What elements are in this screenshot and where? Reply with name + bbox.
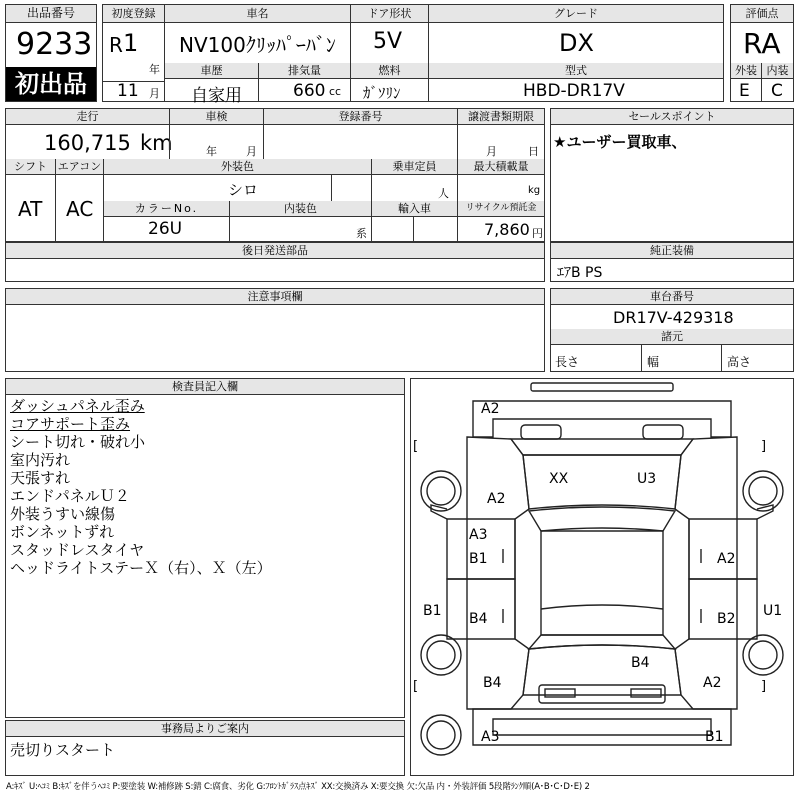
history-value: 自家用 <box>191 86 242 106</box>
genuine-equip-box <box>550 242 794 282</box>
damage-code-left-front-door: B1 <box>469 551 488 567</box>
damage-code-right-side: U1 <box>763 603 783 619</box>
recycle-value: 7,860 <box>484 220 530 239</box>
damage-code-left-front-fender: A2 <box>487 491 506 507</box>
door-header: ドア形状 <box>351 5 429 23</box>
model-header: 型式 <box>429 63 723 79</box>
interior-grade-header: 内装 <box>762 63 793 79</box>
damage-code-left-front-door-top: A3 <box>469 527 488 543</box>
inspector-line: ヘッドライトステーＸ（右）、Ｘ（左） <box>10 559 272 577</box>
office-box <box>5 720 405 776</box>
fuel-header: 燃料 <box>351 63 429 79</box>
damage-code-right-front-door: A2 <box>717 551 736 567</box>
chassis-value: DR17V-429318 <box>613 308 734 327</box>
first-reg-year: 1 <box>123 29 139 57</box>
lot-box <box>5 4 97 102</box>
displacement-value: 660 <box>293 81 326 101</box>
damage-code-hood-left: XX <box>549 471 569 487</box>
inspector-line: 室内汚れ <box>10 451 71 469</box>
office-header: 事務局よりご案内 <box>6 721 404 737</box>
damage-code-rear-right: B1 <box>705 729 724 745</box>
damage-code-roof-rear: B4 <box>631 655 650 671</box>
bracket-left-top: [ <box>413 439 419 454</box>
chassis-header: 車台番号 <box>551 289 793 305</box>
first-reg-header: 初度登録 <box>103 5 165 23</box>
inspector-line: 天張すれ <box>10 469 71 487</box>
score-header: 評価点 <box>731 5 793 23</box>
grade-value: DX <box>559 29 594 57</box>
recycle-header: リサイクル預託金 <box>458 201 544 217</box>
later-parts-header: 後日発送部品 <box>6 243 544 259</box>
score-value: RA <box>743 27 781 60</box>
model-value: HBD-DR17V <box>523 81 625 101</box>
sales-point-box <box>550 108 794 242</box>
mileage-unit: km <box>140 131 173 155</box>
first-listing-badge: 初出品 <box>6 67 96 101</box>
damage-code-hood-right: U3 <box>637 471 657 487</box>
transfer-month-unit: 月 <box>486 145 497 158</box>
color-no-header: カラーNo. <box>104 201 230 217</box>
damage-code-left-side: B1 <box>423 603 442 619</box>
car-name-value: NV100ｸﾘｯﾊﾟｰﾊﾞﾝ <box>179 33 336 57</box>
interior-grade-value: C <box>771 81 783 101</box>
color-no-value: 26U <box>148 219 183 239</box>
fuel-value: ｶﾞｿﾘﾝ <box>363 84 401 102</box>
exterior-grade-header: 外装 <box>731 63 762 79</box>
inspector-line: コアサポート歪み <box>10 415 131 433</box>
vehicle-detail-box <box>5 108 545 242</box>
int-color-header: 内装色 <box>230 201 372 217</box>
chassis-box <box>550 288 794 372</box>
dims-length: 長さ <box>555 355 580 369</box>
lot-number: 9233 <box>16 27 93 62</box>
displacement-unit: cc <box>329 85 342 98</box>
inspector-line: ボンネットずれ <box>10 523 115 541</box>
reg-number-header: 登録番号 <box>264 109 458 125</box>
car-name-header: 車名 <box>165 5 351 23</box>
damage-code-left-rear-door: B4 <box>469 611 488 627</box>
notes-box <box>5 288 545 372</box>
inspection-month-unit: 月 <box>246 145 257 158</box>
inspector-line: スタッドレスタイヤ <box>10 541 145 559</box>
inspector-notes <box>10 397 272 577</box>
max-load-unit: kg <box>528 185 541 196</box>
first-reg-month-unit: 月 <box>149 87 160 100</box>
inspector-box <box>5 378 405 718</box>
inspector-line: 外装うすい線傷 <box>10 505 116 523</box>
bracket-left-bottom: [ <box>413 679 419 694</box>
max-load-header: 最大積載量 <box>458 159 544 175</box>
dims-header: 諸元 <box>551 329 793 345</box>
score-box <box>730 4 794 102</box>
dims-width: 幅 <box>647 355 660 369</box>
notes-header: 注意事項欄 <box>6 289 544 305</box>
sales-point-text: ★ユーザー買取車、 <box>553 133 687 151</box>
transfer-day-unit: 日 <box>528 145 539 158</box>
displacement-header: 排気量 <box>259 63 351 79</box>
first-reg-year-unit: 年 <box>149 63 160 76</box>
inspection-year-unit: 年 <box>206 145 217 158</box>
first-reg-era: R <box>109 33 123 57</box>
capacity-unit: 人 <box>438 187 449 200</box>
vehicle-header-box <box>102 4 724 106</box>
later-parts-box <box>5 242 545 282</box>
int-color-unit: 系 <box>356 227 367 240</box>
genuine-equip-header: 純正装備 <box>551 243 793 259</box>
sales-point-header: セールスポイント <box>551 109 793 125</box>
aircon-value: AC <box>66 197 94 221</box>
grade-header: グレード <box>429 5 723 23</box>
bracket-right-bottom: ] <box>761 679 767 694</box>
office-value: 売切りスタート <box>10 741 116 759</box>
exterior-grade-value: E <box>739 81 750 101</box>
damage-code-front-bumper: A2 <box>481 401 500 417</box>
damage-diagram <box>410 378 794 776</box>
recycle-unit: 円 <box>532 227 543 240</box>
damage-code-left-rear-quarter: B4 <box>483 675 502 691</box>
dims-height: 高さ <box>727 355 752 369</box>
shift-header: シフト <box>6 159 56 175</box>
door-value: 5V <box>373 29 403 54</box>
bracket-right-top: ] <box>761 439 767 454</box>
capacity-header: 乗車定員 <box>372 159 458 175</box>
inspection-header: 車検 <box>170 109 264 125</box>
damage-code-right-rear-quarter: A2 <box>703 675 722 691</box>
genuine-equip-value: ｴｱB PS <box>557 265 603 281</box>
damage-code-rear-left: A3 <box>481 729 500 745</box>
inspector-header: 検査員記入欄 <box>6 379 404 395</box>
inspector-line: シート切れ・破れ小 <box>10 433 146 451</box>
transfer-deadline-header: 譲渡書類期限 <box>458 109 544 125</box>
car-outline-icon <box>411 379 793 775</box>
damage-code-right-rear-door: B2 <box>717 611 736 627</box>
import-header: 輸入車 <box>372 201 458 217</box>
shift-value: AT <box>18 197 43 221</box>
ext-color-value: シロ <box>228 181 259 199</box>
ext-color-header: 外装色 <box>104 159 372 175</box>
legend-text: A:ｷｽﾞ U:ﾍｺﾐ B:ｷｽﾞを伴うﾍｺﾐ P:要塗装 W:補修跡 S:錆 C:腐食、劣化 G:ﾌﾛﾝﾄｶﾞﾗｽ点ｷｽﾞ XX:交換済み X:要交換 欠:欠品 内・外装評価 5段階ﾗﾝｸ順(A･B･C･D･E) 2 <box>6 782 590 792</box>
mileage-value: 160,715 <box>44 131 131 155</box>
lot-header: 出品番号 <box>6 5 96 23</box>
inspector-line: エンドパネルＵ２ <box>10 487 130 505</box>
inspector-line: ダッシュパネル歪み <box>10 397 145 415</box>
first-reg-month: 11 <box>117 81 139 101</box>
aircon-header: エアコン <box>56 159 104 175</box>
history-header: 車歴 <box>165 63 259 79</box>
mileage-header: 走行 <box>6 109 170 125</box>
